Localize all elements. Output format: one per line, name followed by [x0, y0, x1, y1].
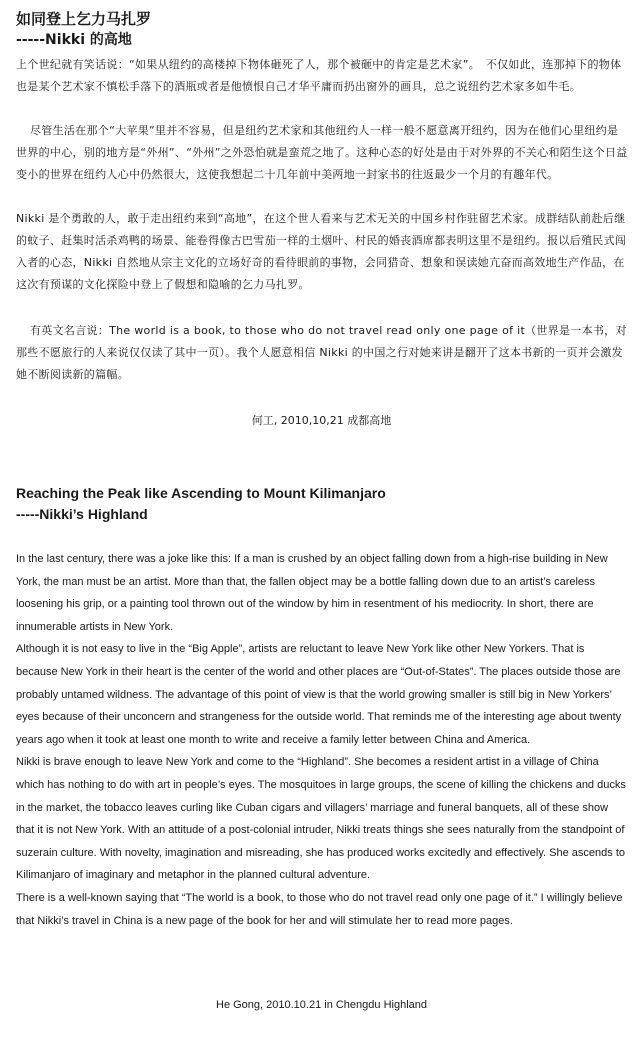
english-subtitle: -----Nikki’s Highland — [16, 506, 148, 522]
english-paragraph-2: Although it is not easy to live in the “Big Apple”, artists are reluctant to leave New York like other New Yorkers. That is because New York in their heart is the center of the world and other places are “Out-of-States”. The places outside those are probably untamed wildness. The advantage of this point of view is that the world growing smaller is still big in New Yorkers’ eyes because of their unconcern and strangeness for the outside world. That reminds me of the interesting age about twenty years ago when it took at least one month to write and receive a family letter between China and America. — [16, 643, 622, 746]
chinese-subtitle: -----Nikki 的高地 — [16, 32, 132, 48]
chinese-title: 如同登上乞力马扎罗 — [16, 10, 152, 28]
english-title: Reaching the Peak like Ascending to Mount Kilimanjaro — [16, 485, 386, 501]
chinese-signature: 何工, 2010,10,21 成都高地 — [251, 414, 392, 427]
chinese-paragraph-1: 上个世纪就有笑话说：“如果从纽约的高楼掉下物体砸死了人，那个被砸中的肯定是艺术家”。 不仅如此，连那掉下的物体也是某个艺术家不慎松手落下的酒瓶或者是他愤恨自己才华平庸而扔出窗外的画具，总之说纽约艺术家多如牛毛。 — [16, 58, 622, 93]
english-signature: He Gong, 2010.10.21 in Chengdu Highland — [216, 999, 427, 1011]
chinese-paragraph-2: 尽管生活在那个“大苹果”里并不容易，但是纽约艺术家和其他纽约人一样一般不愿意离开纽约，因为在他们心里纽约是世界的中心，别的地方是“外州”、“外州”之外恐怕就是蛮荒之地了。这种心态的好处是由于对外界的不关心和陌生这个日益变小的世界在纽约人心中仍然很大，这使我想起二十几年前中美两地一封家书的往返最少一个月的有趣年代。 — [16, 124, 628, 181]
chinese-paragraph-4: 有英文名言说：The world is a book, to those who do not travel read only one page of it（世界是一本书，对那些不愿旅行的人来说仅仅读了其中一页）。我个人愿意相信 Nikki 的中国之行对她来讲是翻开了这本书新的一页并会激发她不断阅读新的篇幅。 — [16, 324, 627, 381]
english-paragraph-1: In the last century, there was a joke like this: If a man is crushed by an object falling down from a high-rise building in New York, the man must be an artist. More than that, the fallen object may be a bottle falling down due to an artist’s careless loosening his grip, or a painting tool thrown out of the window by him in resentment of his mediocrity. In short, there are innumerable artists in New York. — [16, 553, 608, 633]
english-paragraph-4: There is a well-known saying that “The world is a book, to those who do not travel read only one page of it.” I willingly believe that Nikki’s travel in China is a new page of the book for her and will stimulate her to read more pages. — [16, 891, 623, 927]
english-paragraph-3: Nikki is brave enough to leave New York and come to the “Highland”. She becomes a resident artist in a village of China which has nothing to do with art in people’s eyes. The mosquitoes in large groups, the scene of killing the chickens and ducks in the market, the tobacco leaves curling like Cuban cigars and villagers’ marriage and funeral banquets, all of these show that it is not New York. With an attitude of a post-colonial intruder, Nikki treats things she sees naturally from the standpoint of suzerain culture. With novelty, imagination and misreading, she has produced works excitedly and effectively. She ascends to Kilimanjaro of imaginary and metaphor in the planned cultural adventure. — [16, 756, 626, 882]
english-body — [16, 548, 628, 932]
chinese-paragraph-3: Nikki 是个勇敢的人，敢于走出纽约来到“高地”，在这个世人看来与艺术无关的中国乡村作驻留艺术家。成群结队前赴后继的蚊子、赶集时活杀鸡鸭的场景、能卷得像古巴雪茄一样的土烟叶、村民的婚丧酒席都表明这里不是纽约。报以后殖民式闯入者的心态，Nikki 自然地从宗主文化的立场好奇的看待眼前的事物，会同猎奇、想象和误读她亢奋而高效地生产作品，在这次有预谋的文化探险中登上了假想和隐喻的乞力马扎罗。 — [16, 212, 627, 291]
